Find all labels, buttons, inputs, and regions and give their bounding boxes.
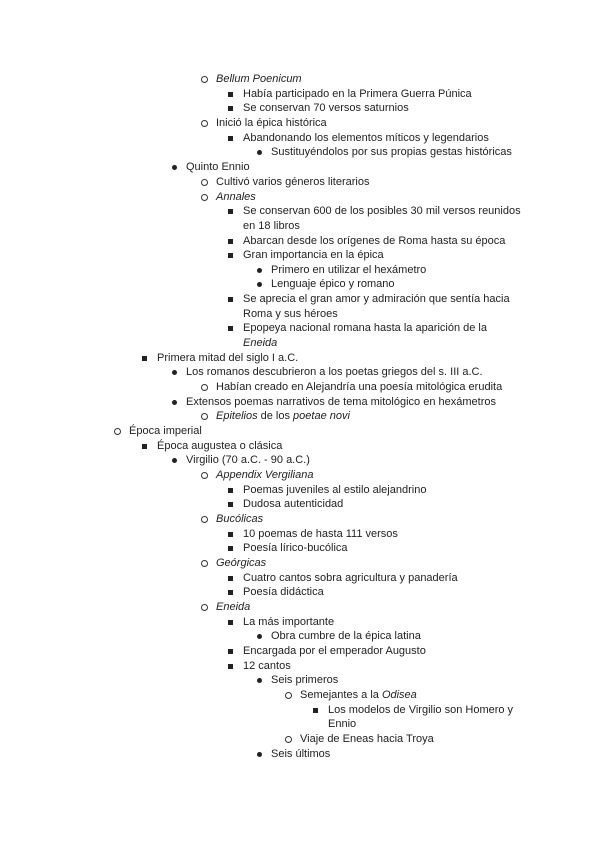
outline-item — [243, 497, 343, 511]
disc-bullet-icon — [172, 370, 177, 375]
outline-text: Cultivó varios géneros literarios — [216, 176, 370, 188]
outline-item — [186, 365, 483, 379]
outline-text: Poesía lírico-bucólica — [243, 542, 348, 554]
outline-item — [243, 248, 384, 262]
outline-text: Virgilio (70 a.C. - 90 a.C.) — [186, 454, 310, 466]
square-bullet-icon — [228, 590, 233, 595]
outline-text: Extensos poemas narrativos de tema mitológico en hexámetros — [186, 396, 496, 408]
disc-bullet-icon — [257, 752, 262, 757]
outline-item — [328, 717, 356, 731]
outline-text: Ennio — [328, 718, 357, 730]
outline-text: Sustituyéndolos por sus propias gestas históricas — [271, 146, 512, 158]
square-bullet-icon — [228, 664, 233, 669]
outline-item — [271, 263, 426, 277]
circle-bullet-icon — [201, 413, 208, 420]
circle-bullet-icon — [201, 560, 208, 567]
outline-item — [186, 395, 496, 409]
square-bullet-icon — [228, 546, 233, 551]
square-bullet-icon — [228, 297, 233, 302]
square-bullet-icon — [228, 106, 233, 111]
outline-item — [186, 160, 250, 174]
outline-text: Semejantes a la — [300, 689, 382, 701]
disc-bullet-icon — [257, 268, 262, 273]
square-bullet-icon — [142, 356, 147, 361]
outline-item — [129, 424, 202, 438]
outline-text: Los romanos descubrieron a los poetas griegos del s. III a.C. — [186, 366, 483, 378]
outline-item — [243, 527, 398, 541]
outline-item — [271, 145, 512, 159]
circle-bullet-icon — [201, 194, 208, 201]
outline-item — [271, 277, 395, 291]
outline-text: La más importante — [243, 616, 335, 628]
outline-text: Dudosa autenticidad — [243, 498, 344, 510]
outline-text: Poesía didáctica — [243, 586, 324, 598]
square-bullet-icon — [228, 620, 233, 625]
outline-text: Eneida — [216, 601, 251, 613]
outline-item — [216, 380, 502, 394]
outline-text: en 18 libros — [243, 220, 300, 232]
outline-text: Había participado en la Primera Guerra Púnica — [243, 88, 472, 100]
outline-text: Se aprecia el gran amor y admiración que sentía hacia — [243, 293, 510, 305]
square-bullet-icon — [228, 488, 233, 493]
outline-item — [243, 131, 489, 145]
outline-text: Primera mitad del siglo I a.C. — [157, 352, 299, 364]
outline-text: Epopeya nacional romana hasta la aparición de la — [243, 322, 487, 334]
outline-text: Gran importancia en la épica — [243, 249, 384, 261]
outline-text: Habían creado en Alejandría una poesía mitológica erudita — [216, 381, 503, 393]
outline-text: Inició la épica histórica — [216, 117, 327, 129]
outline-text: 10 poemas de hasta 111 versos — [243, 528, 398, 540]
outline-item — [243, 87, 472, 101]
circle-bullet-icon — [114, 428, 121, 435]
outline-item — [243, 234, 505, 248]
square-bullet-icon — [228, 326, 233, 331]
square-bullet-icon — [228, 239, 233, 244]
outline-text: Seis últimos — [271, 748, 331, 760]
outline-text: Época imperial — [129, 425, 202, 437]
outline-text: Bucólicas — [216, 513, 264, 525]
circle-bullet-icon — [201, 120, 208, 127]
outline-text: Viaje de Eneas hacia Troya — [300, 733, 434, 745]
disc-bullet-icon — [172, 458, 177, 463]
outline-item — [243, 615, 334, 629]
square-bullet-icon — [228, 92, 233, 97]
outline-text: Los modelos de Virgilio son Homero y — [328, 704, 514, 716]
outline-item — [271, 629, 421, 643]
outline-item — [216, 72, 302, 86]
disc-bullet-icon — [257, 634, 262, 639]
disc-bullet-icon — [172, 165, 177, 170]
outline-item — [243, 659, 291, 673]
outline-item — [243, 101, 409, 115]
outline-text: Appendix Vergiliana — [216, 469, 314, 481]
outline-item — [243, 336, 277, 350]
circle-bullet-icon — [285, 692, 292, 699]
square-bullet-icon — [228, 649, 233, 654]
outline-text: Encargada por el emperador Augusto — [243, 645, 426, 657]
outline-text: Odisea — [381, 689, 417, 701]
outline-item — [328, 703, 513, 717]
square-bullet-icon — [228, 502, 233, 507]
outline-text: Se conservan 70 versos saturnios — [243, 102, 409, 114]
outline-text: Época augustea o clásica — [157, 440, 283, 452]
outline-item — [216, 600, 250, 614]
circle-bullet-icon — [201, 604, 208, 611]
circle-bullet-icon — [201, 179, 208, 186]
outline-item — [157, 439, 282, 453]
circle-bullet-icon — [285, 736, 292, 743]
disc-bullet-icon — [257, 150, 262, 155]
square-bullet-icon — [228, 253, 233, 258]
outline-text: Roma y sus héroes — [243, 308, 338, 320]
outline-item — [300, 688, 417, 702]
square-bullet-icon — [313, 708, 318, 713]
outline-text: Obra cumbre de la épica latina — [271, 630, 421, 642]
outline-text: Epitelios — [216, 410, 258, 422]
square-bullet-icon — [228, 209, 233, 214]
outline-item — [243, 321, 487, 335]
outline-text: poetae novi — [293, 410, 350, 422]
outline-text: Annales — [216, 191, 256, 203]
outline-text: Abarcan desde los orígenes de Roma hasta su época — [243, 235, 506, 247]
outline-item — [216, 409, 350, 423]
outline-text: Quinto Ennio — [186, 161, 250, 173]
outline-item — [300, 732, 434, 746]
outline-item — [157, 351, 298, 365]
outline-text: Abandonando los elementos míticos y legendarios — [243, 132, 489, 144]
outline-text: Se conservan 600 de los posibles 30 mil versos reunidos — [243, 205, 521, 217]
outline-item — [216, 116, 327, 130]
outline-item — [243, 292, 510, 306]
outline-text: 12 cantos — [243, 660, 291, 672]
outline-item — [243, 644, 426, 658]
outline-item — [243, 307, 338, 321]
square-bullet-icon — [142, 444, 147, 449]
outline-item — [216, 556, 266, 570]
outline-item — [216, 512, 263, 526]
outline-item — [243, 204, 521, 218]
outline-item — [243, 483, 426, 497]
outline-text: Seis primeros — [271, 674, 339, 686]
square-bullet-icon — [228, 532, 233, 537]
outline-item — [271, 673, 338, 687]
outline-text: Geórgicas — [216, 557, 267, 569]
square-bullet-icon — [228, 576, 233, 581]
circle-bullet-icon — [201, 76, 208, 83]
outline-text: de los — [257, 410, 294, 422]
outline-item — [216, 190, 256, 204]
outline-text: Lenguaje épico y romano — [271, 278, 395, 290]
outline-item — [243, 541, 348, 555]
outline-text: Eneida — [243, 337, 278, 349]
outline-text: Primero en utilizar el hexámetro — [271, 264, 427, 276]
outline-text: Poemas juveniles al estilo alejandrino — [243, 484, 427, 496]
outline-item — [243, 219, 300, 233]
disc-bullet-icon — [172, 400, 177, 405]
square-bullet-icon — [228, 136, 233, 141]
outline-item — [243, 585, 324, 599]
disc-bullet-icon — [257, 282, 262, 287]
outline-item — [243, 571, 458, 585]
outline-item — [271, 747, 330, 761]
disc-bullet-icon — [257, 678, 262, 683]
circle-bullet-icon — [201, 384, 208, 391]
outline-item — [216, 468, 313, 482]
outline-item — [186, 453, 310, 467]
outline-text: Cuatro cantos sobra agricultura y panadería — [243, 572, 458, 584]
outline-item — [216, 175, 369, 189]
circle-bullet-icon — [201, 516, 208, 523]
circle-bullet-icon — [201, 472, 208, 479]
outline-text: Bellum Poenicum — [216, 73, 302, 85]
